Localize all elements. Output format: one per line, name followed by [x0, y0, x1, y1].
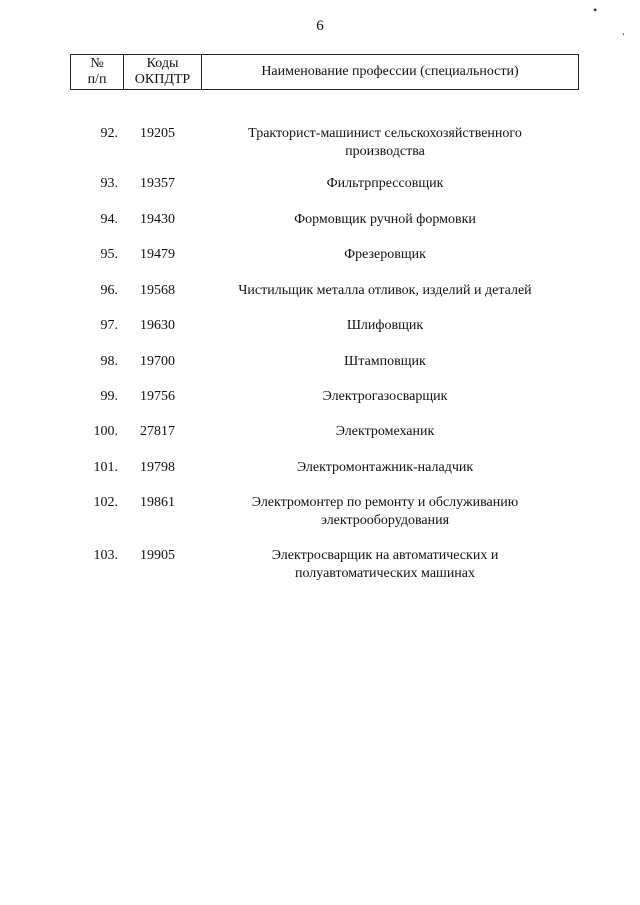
scan-speck: •: [593, 3, 598, 17]
profession-name-line: Электросварщик на автоматических и: [271, 548, 499, 563]
header-cell-number: [71, 55, 124, 90]
row-profession-name: [191, 317, 579, 335]
profession-name-line: электрооборудования: [320, 513, 450, 528]
row-code: 19205: [140, 126, 175, 141]
profession-name-line: Электромонтажник-наладчик: [296, 460, 474, 475]
row-code: 19430: [140, 212, 175, 227]
header-number-abbrev: п/п: [87, 72, 107, 87]
scan-speck: ˋ: [615, 30, 627, 44]
table-row: [70, 317, 579, 335]
row-number: 94.: [100, 212, 118, 227]
row-profession-name: [191, 211, 579, 229]
table-row: [70, 175, 579, 193]
row-number: 97.: [100, 318, 118, 333]
row-code: 19756: [140, 389, 175, 404]
table-row: [70, 282, 579, 300]
table-row: [70, 494, 579, 530]
row-code: 19700: [140, 354, 175, 369]
profession-name-line: Электромеханик: [335, 424, 435, 439]
row-profession-name: [191, 494, 579, 530]
row-profession-name: [191, 125, 579, 161]
profession-name-line: Фильтрпрессовщик: [326, 176, 444, 191]
row-profession-name: [191, 175, 579, 193]
profession-name-line: Шлифовщик: [346, 318, 424, 333]
row-number: 102.: [93, 495, 118, 510]
profession-name-line: Чистильщик металла отливок, изделий и деталей: [238, 283, 532, 298]
row-profession-name: [191, 246, 579, 264]
row-number: 101.: [93, 460, 118, 475]
row-profession-name: [191, 423, 579, 441]
row-profession-name: [191, 547, 579, 583]
header-code-classifier: ОКПДТР: [134, 72, 191, 87]
row-profession-name: [191, 353, 579, 371]
header-cell-name: [202, 55, 579, 90]
table-row: [70, 246, 579, 264]
profession-name-line: Штамповщик: [344, 354, 426, 369]
table-row: [70, 459, 579, 477]
table-row: [70, 388, 579, 406]
table-header: [70, 54, 579, 90]
profession-name-line: производства: [345, 144, 425, 159]
row-number: 100.: [93, 424, 118, 439]
table-row: [70, 125, 579, 161]
page-number: 6: [316, 18, 324, 34]
profession-name-line: Электрогазосварщик: [322, 389, 448, 404]
row-code: 19905: [140, 548, 175, 563]
header-number-symbol: №: [90, 56, 104, 71]
table-row: [70, 423, 579, 441]
table-row: [70, 547, 579, 583]
profession-name-line: Тракторист-машинист сельскохозяйственного: [248, 126, 522, 141]
row-number: 99.: [100, 389, 118, 404]
row-code: 19798: [140, 460, 175, 475]
row-code: 19630: [140, 318, 175, 333]
row-code: 19568: [140, 283, 175, 298]
table-row: [70, 211, 579, 229]
row-number: 96.: [100, 283, 118, 298]
row-profession-name: [191, 282, 579, 300]
row-code: 19357: [140, 176, 175, 191]
profession-list: [70, 125, 579, 583]
profession-name-line: Электромонтер по ремонту и обслуживанию: [251, 495, 519, 510]
row-number: 93.: [100, 176, 118, 191]
header-name-label: Наименование профессии (специальности): [261, 64, 519, 79]
row-number: 95.: [100, 247, 118, 262]
row-profession-name: [191, 388, 579, 406]
header-code-label: Коды: [146, 56, 179, 71]
row-profession-name: [191, 459, 579, 477]
row-number: 98.: [100, 354, 118, 369]
header-cell-code: [124, 55, 202, 90]
row-number: 103.: [93, 548, 118, 563]
row-number: 92.: [100, 126, 118, 141]
profession-name-line: Фрезеровщик: [344, 247, 426, 262]
row-code: 19479: [140, 247, 175, 262]
table-row: [70, 353, 579, 371]
row-code: 27817: [140, 424, 175, 439]
row-code: 19861: [140, 495, 175, 510]
profession-name-line: полуавтоматических машинах: [294, 566, 476, 581]
profession-name-line: Формовщик ручной формовки: [294, 212, 476, 227]
